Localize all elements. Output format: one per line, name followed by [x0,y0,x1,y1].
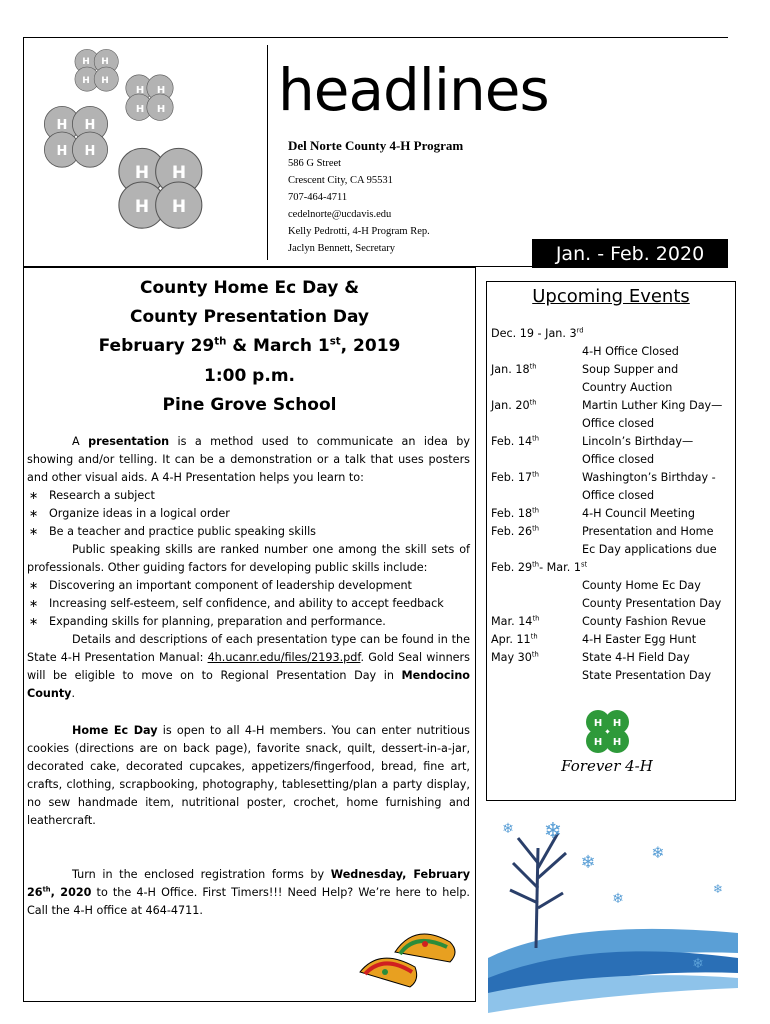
svg-text:H: H [101,57,109,67]
event-date: Apr. 11th [491,632,538,646]
event-description: State Presentation Day [582,669,712,682]
svg-text:❄: ❄ [580,852,596,873]
contact-email: cedelnorte@ucdavis.edu [288,209,392,220]
svg-text:H: H [82,57,90,67]
contact-secretary: Jaclyn Bennett, Secretary [288,243,395,254]
headline-title: headlines [278,56,549,124]
svg-text:H: H [593,737,603,748]
events-title: Upcoming Events [532,286,690,307]
food-illustration [355,922,465,997]
list-item: ∗ Discovering an important component of leadership development [29,579,412,592]
event-description: Presentation and Home [582,525,714,538]
list-item: ∗ Organize ideas in a logical order [29,507,230,520]
article-title-dates: February 29th & March 1st, 2019 [98,336,401,356]
svg-text:H: H [593,718,603,729]
manual-paragraph: Details and descriptions of each presentation type can be found in the State 4-H Presentation Manual: 4h.ucanr.edu/files/2193.pdf. Gold Seal winners will be eligible to move on to Regional Presentation Day in Mendocino County. [27,633,470,700]
list-item: ∗ Expanding skills for planning, preparation and performance. [29,615,386,628]
article-title-line2: County Presentation Day [129,307,369,327]
event-date: Feb. 18th [491,506,540,520]
svg-text:Forever 4-H: Forever 4-H [561,757,653,775]
svg-text:H: H [612,718,622,729]
event-description: County Home Ec Day [582,579,701,592]
event-description: Ec Day applications due [582,543,717,556]
list-item: ∗ Increasing self-esteem, self confidence, and ability to accept feedback [29,597,444,610]
svg-text:H: H [134,163,150,183]
event-description: Washington’s Birthday - [582,471,716,484]
contact-rep: Kelly Pedrotti, 4-H Program Rep. [288,226,430,237]
list-item: ∗ Be a teacher and practice public speaking skills [29,525,317,538]
svg-text:H: H [156,104,166,115]
svg-text:❄: ❄ [502,821,514,837]
event-description: Lincoln’s Birthday— [582,435,694,448]
manual-link[interactable]: 4h.ucanr.edu/files/2193.pdf [207,651,361,664]
clover-logo-cluster [30,45,265,245]
svg-text:❄: ❄ [712,882,724,896]
svg-text:H: H [171,163,187,183]
svg-text:H: H [171,197,187,217]
event-date: Feb. 14th [491,434,540,448]
event-date: Mar. 14th [491,614,540,628]
contact-address: 586 G Street [288,158,342,169]
event-description: Soup Supper and [582,363,679,376]
event-date: Jan. 18th [491,362,537,376]
article-title-location: Pine Grove School [162,395,337,415]
event-date: Feb. 29th- Mar. 1st [491,560,588,574]
article-title-time: 1:00 p.m. [203,366,295,386]
forever-4h-logo [560,705,655,780]
svg-text:❄: ❄ [612,891,624,907]
svg-text:❄: ❄ [692,956,704,972]
event-description: Office closed [582,417,655,430]
svg-text:❄: ❄ [651,843,665,862]
public-speaking-paragraph: Public speaking skills are ranked number one among the skill sets of professionals. Other guiding factors for developing public skills include: [27,543,470,574]
event-date: Jan. 20th [491,398,537,412]
svg-text:❄: ❄ [543,819,563,844]
contact-city: Crescent City, CA 95531 [288,175,393,186]
event-description: Office closed [582,453,655,466]
org-name: Del Norte County 4-H Program [288,138,464,153]
svg-text:H: H [101,76,109,86]
event-description: 4-H Easter Egg Hunt [582,633,697,646]
svg-text:H: H [56,144,68,159]
article-title-line1: County Home Ec Day & [139,278,360,298]
presentation-intro: A presentation is a method used to communicate an idea by showing and/or telling. It can be a demonstration or a talk that uses posters and other visual aids. A 4-H Presentation helps you learn to: [27,435,470,484]
issue-date-bar: Jan. - Feb. 2020 [532,239,728,268]
contact-phone: 707-464-4711 [288,192,348,203]
event-description: State 4-H Field Day [582,651,690,664]
event-description: County Presentation Day [582,597,722,610]
svg-text:H: H [134,197,150,217]
event-description: Martin Luther King Day— [582,399,723,412]
event-date: May 30th [491,650,539,664]
home-ec-paragraph: Home Ec Day is open to all 4-H members. You can enter nutritious cookies (directions are on back page), favorite snack, quilt, dessert-in-a-jar, decorated cake, decorated cupcakes, appetizers/fingerfood, bread, fine art, crafts, clothing, scrapbooking, photography, tablesetting/plan a party display, no sew handmade item, nutritional poster, crochet, home furnishing and leathercraft. [27,724,470,827]
svg-text:H: H [56,118,68,133]
event-description: 4-H Council Meeting [582,507,695,520]
masthead-divider [267,45,268,260]
svg-text:H: H [82,76,90,86]
event-date: Dec. 19 - Jan. 3rd [491,326,584,340]
svg-text:H: H [135,104,145,115]
svg-text:H: H [84,118,96,133]
svg-text:H: H [612,737,622,748]
event-description: Office closed [582,489,655,502]
winter-tree-illustration [488,808,738,1013]
event-description: 4-H Office Closed [582,345,679,358]
event-date: Feb. 26th [491,524,540,538]
event-description: County Fashion Revue [582,615,706,628]
event-description: Country Auction [582,381,673,394]
registration-paragraph: Turn in the enclosed registration forms by Wednesday, February 26th, 2020 to the 4-H Office. First Timers!!! Need Help? We’re here to help. Call the 4-H office at 464-4711. [27,868,470,917]
svg-text:H: H [84,144,96,159]
svg-text:H: H [135,85,145,96]
svg-text:H: H [156,85,166,96]
event-date: Feb. 17th [491,470,540,484]
list-item: ∗ Research a subject [29,489,155,502]
